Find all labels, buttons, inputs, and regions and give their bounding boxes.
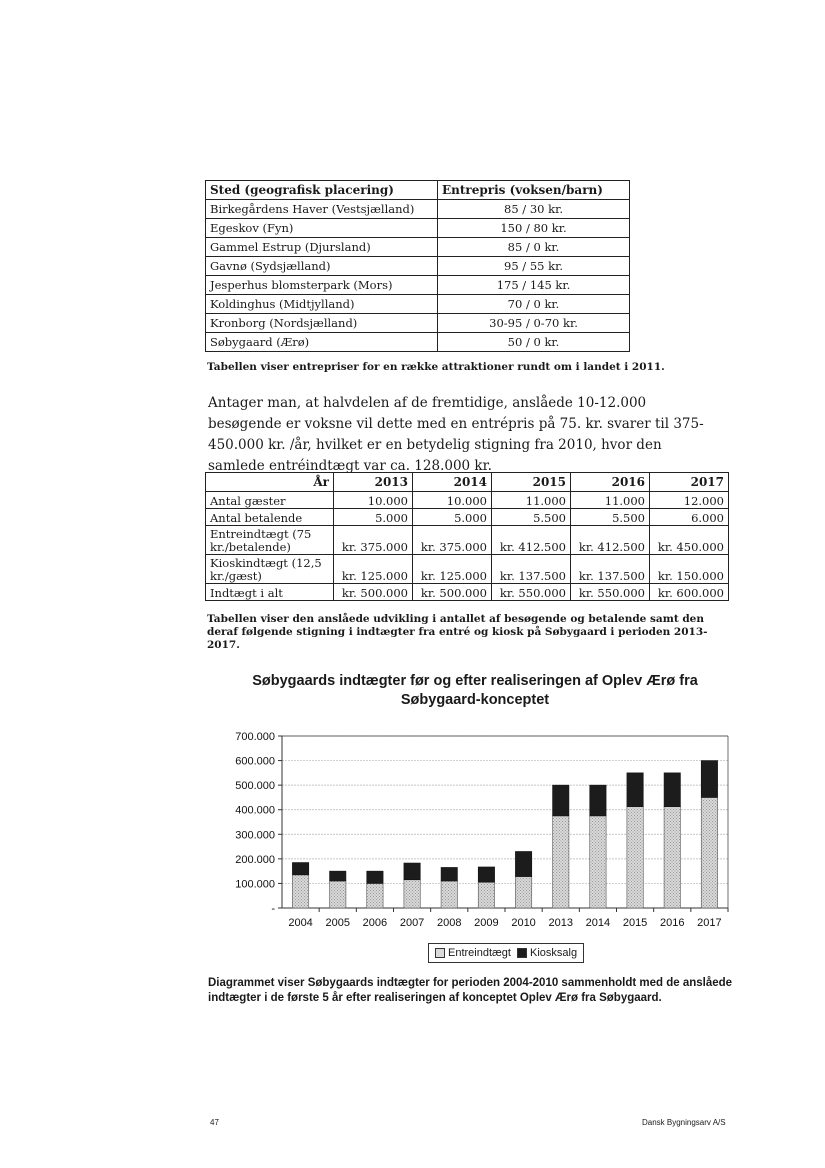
bar-entreindtaegt: [515, 877, 531, 908]
table-cell: kr. 500.000: [413, 584, 492, 601]
table2-caption: Tabellen viser den anslåede udvikling i antallet af besøgende og betalende samt den deraf følgende stigning i indtægter fra entré og kiosk på Søbygaard i perioden 2013-2017.: [207, 613, 708, 651]
place-cell: Egeskov (Fyn): [206, 219, 438, 238]
bar-kiosksalg: [292, 863, 308, 875]
page-number: 47: [210, 1118, 219, 1127]
y-tick-label: 300.000: [235, 829, 275, 842]
table-cell: 12.000: [650, 492, 729, 509]
place-cell: Koldinghus (Midtjylland): [206, 295, 438, 314]
table-cell: kr. 412.500: [492, 526, 571, 555]
table-cell: kr. 550.000: [492, 584, 571, 601]
table1-caption: Tabellen viser entrepriser for en række attraktioner rundt om i landet i 2011.: [207, 361, 665, 373]
chart-caption: Diagrammet viser Søbygaards indtægter for perioden 2004-2010 sammenholdt med de anslåede indtægter i de første 5 år efter realiseringen af konceptet Oplev Ærø fra Søbygaard.: [208, 977, 733, 1004]
table-row: [206, 555, 729, 584]
bar-entreindtaegt: [553, 816, 569, 908]
x-tick-label: 2017: [697, 917, 722, 929]
place-cell: Birkegårdens Haver (Vestsjælland): [206, 200, 438, 219]
column-header-2016: 2016: [571, 473, 650, 492]
table-cell: 10.000: [334, 492, 413, 509]
bar-kiosksalg: [627, 773, 643, 807]
row-label: Kioskindtægt (12,5 kr./gæst): [206, 555, 334, 584]
table-cell: kr. 150.000: [650, 555, 729, 584]
x-tick-label: 2016: [660, 917, 685, 929]
bar-kiosksalg: [404, 863, 420, 880]
bar-entreindtaegt: [292, 875, 308, 908]
bar-kiosksalg: [553, 785, 569, 816]
x-tick-label: 2014: [585, 917, 611, 929]
table-row: [206, 200, 630, 219]
y-tick-label: 700.000: [235, 731, 275, 743]
revenue-forecast-table: [205, 472, 729, 601]
place-cell: Søbygaard (Ærø): [206, 333, 438, 352]
bar-entreindtaegt: [627, 807, 643, 908]
table-cell: 5.000: [413, 509, 492, 526]
price-cell: 70 / 0 kr.: [438, 295, 630, 314]
price-cell: 50 / 0 kr.: [438, 333, 630, 352]
table-row: [206, 257, 630, 276]
price-cell: 95 / 55 kr.: [438, 257, 630, 276]
bar-entreindtaegt: [367, 883, 383, 908]
price-cell: 175 / 145 kr.: [438, 276, 630, 295]
table-row: [206, 526, 729, 555]
column-header-year: År: [206, 473, 334, 492]
x-tick-label: 2008: [437, 917, 462, 929]
table-row: [206, 276, 630, 295]
body-paragraph: Antager man, at halvdelen af de fremtidige, anslåede 10-12.000 besøgende er voksne vil dette med en entrépris på 75. kr. svarer til 375-450.000 kr. /år, hvilket er en betydelig stigning fra 2010, hvor den samlede entréindtægt var ca. 128.000 kr.: [208, 395, 704, 474]
table-cell: kr. 600.000: [650, 584, 729, 601]
y-tick-label: 400.000: [235, 804, 275, 817]
legend-label: Entreindtægt: [448, 947, 511, 959]
table-row: [206, 584, 729, 601]
table-header-row: [206, 473, 729, 492]
legend-item-kiosksalg: [517, 947, 577, 959]
bar-entreindtaegt: [590, 816, 606, 908]
chart-title: Søbygaards indtægter før og efter realiseringen af Oplev Ærø fra Søbygaard-konceptet: [252, 673, 698, 708]
x-tick-label: 2005: [325, 917, 350, 929]
price-cell: 30-95 / 0-70 kr.: [438, 314, 630, 333]
bar-entreindtaegt: [441, 881, 457, 908]
chart-legend: [428, 943, 584, 963]
table-cell: 10.000: [413, 492, 492, 509]
attraction-prices-table: [205, 180, 630, 352]
price-cell: 85 / 30 kr.: [438, 200, 630, 219]
x-tick-label: 2009: [474, 917, 499, 929]
table-cell: kr. 450.000: [650, 526, 729, 555]
table-cell: kr. 125.000: [334, 555, 413, 584]
row-label: Entreindtægt (75 kr./betalende): [206, 526, 334, 555]
footer-organisation: Dansk Bygningsarv A/S: [642, 1118, 726, 1127]
table-cell: kr. 125.000: [413, 555, 492, 584]
table-cell: kr. 412.500: [571, 526, 650, 555]
bar-kiosksalg: [701, 761, 717, 798]
column-header-2015: 2015: [492, 473, 571, 492]
bar-entreindtaegt: [330, 881, 346, 908]
table-cell: kr. 137.500: [492, 555, 571, 584]
table-row: [206, 295, 630, 314]
price-cell: 150 / 80 kr.: [438, 219, 630, 238]
table-cell: kr. 375.000: [413, 526, 492, 555]
table-cell: 11.000: [571, 492, 650, 509]
revenue-bar-chart: [220, 725, 740, 940]
table-cell: kr. 500.000: [334, 584, 413, 601]
table-header-row: [206, 181, 630, 200]
table-row: [206, 314, 630, 333]
column-header-2014: 2014: [413, 473, 492, 492]
x-tick-label: 2007: [399, 917, 425, 929]
bar-kiosksalg: [330, 871, 346, 881]
table-row: [206, 492, 729, 509]
row-label: Indtægt i alt: [206, 584, 334, 601]
place-cell: Gavnø (Sydsjælland): [206, 257, 438, 276]
table-cell: kr. 550.000: [571, 584, 650, 601]
table-cell: 5.000: [334, 509, 413, 526]
x-tick-label: 2015: [622, 917, 648, 929]
table-cell: 5.500: [571, 509, 650, 526]
column-header-price: Entrepris (voksen/barn): [438, 181, 630, 200]
place-cell: Jesperhus blomsterpark (Mors): [206, 276, 438, 295]
bar-entreindtaegt: [404, 880, 420, 908]
table-cell: 5.500: [492, 509, 571, 526]
row-label: Antal gæster: [206, 492, 334, 509]
x-tick-label: 2013: [548, 917, 573, 929]
table-row: [206, 509, 729, 526]
table-row: [206, 333, 630, 352]
bar-entreindtaegt: [478, 882, 494, 908]
place-cell: Kronborg (Nordsjælland): [206, 314, 438, 333]
bar-kiosksalg: [478, 867, 494, 882]
bar-kiosksalg: [515, 851, 531, 876]
bar-kiosksalg: [367, 871, 383, 883]
legend-swatch-dark: [517, 948, 527, 958]
bar-kiosksalg: [664, 773, 680, 807]
column-header-2017: 2017: [650, 473, 729, 492]
x-tick-label: 2006: [362, 917, 388, 929]
table-row: [206, 238, 630, 257]
legend-label: Kiosksalg: [529, 947, 578, 959]
y-tick-label: 200.000: [235, 853, 275, 866]
x-tick-label: 2004: [288, 917, 313, 929]
price-cell: 85 / 0 kr.: [438, 238, 630, 257]
place-cell: Gammel Estrup (Djursland): [206, 238, 438, 257]
x-tick-label: 2010: [511, 917, 536, 929]
table-row: [206, 219, 630, 238]
y-tick-label: -: [271, 903, 275, 915]
table-cell: kr. 375.000: [334, 526, 413, 555]
legend-item-entreindtaegt: [435, 947, 511, 959]
bar-kiosksalg: [441, 867, 457, 881]
y-tick-label: 100.000: [235, 878, 275, 891]
y-tick-label: 500.000: [235, 780, 275, 793]
bar-entreindtaegt: [664, 807, 680, 908]
y-tick-label: 600.000: [235, 755, 275, 768]
bar-entreindtaegt: [701, 797, 717, 908]
table-cell: 11.000: [492, 492, 571, 509]
table-cell: 6.000: [650, 509, 729, 526]
row-label: Antal betalende: [206, 509, 334, 526]
legend-swatch-light: [435, 948, 445, 958]
column-header-2013: 2013: [334, 473, 413, 492]
bar-kiosksalg: [590, 785, 606, 816]
table-cell: kr. 137.500: [571, 555, 650, 584]
column-header-place: Sted (geografisk placering): [206, 181, 438, 200]
